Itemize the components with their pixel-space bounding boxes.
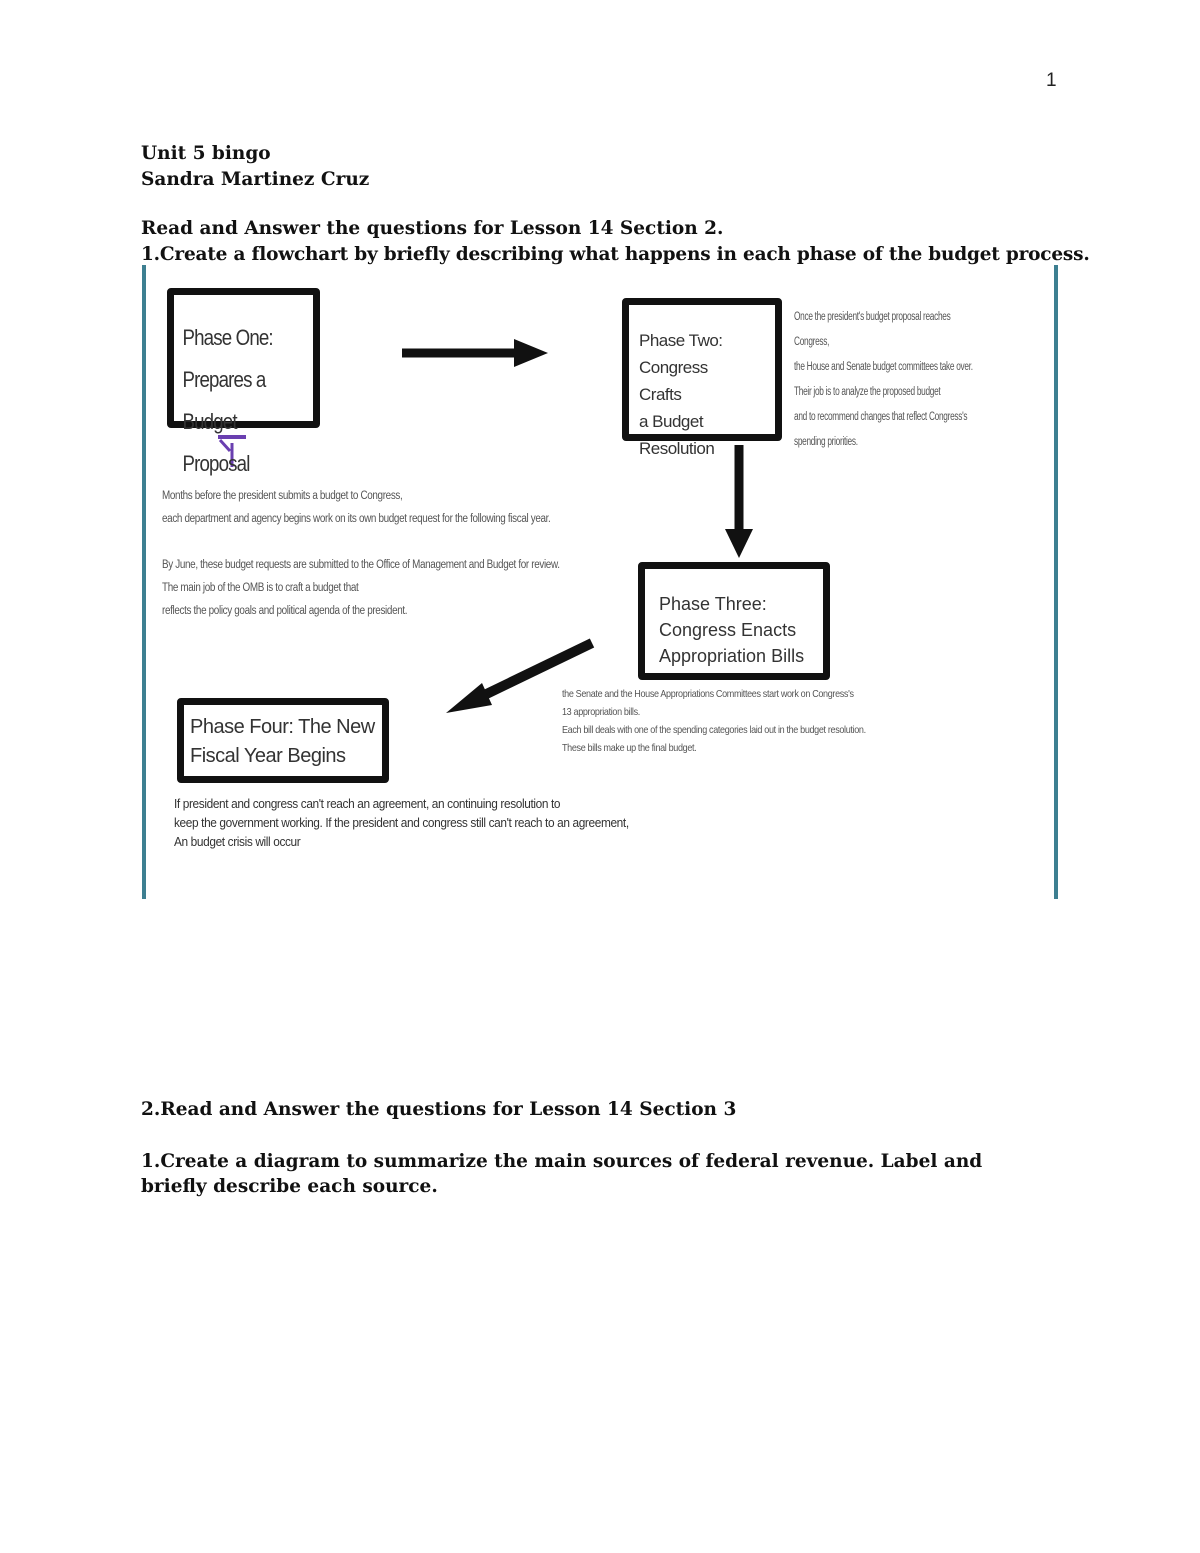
phase-one-note: Months before the president submits a budget to Congress, each department and agency begins work on its own budget request for the following fiscal year. By June, these budget requests are submitted to the Office of Management and Budget for review. The main job of the OMB is to craft a budget that reflects the policy goals and political agenda of the president. [162, 490, 560, 617]
arrow-right [402, 339, 548, 367]
phase-four-note: If president and congress can't reach an agreement, an continuing resolution to keep the government working. If the president and congress still can't reach to an agreement, An budget crisis will occur [174, 797, 629, 849]
section1-heading: Read and Answer the questions for Lesson 14 Section 2. [141, 218, 724, 239]
phase-three-box [638, 562, 830, 680]
phase-two-note: Once the president's budget proposal reaches Congress, the House and Senate budget committees take over. Their job is to analyze the proposed budget and to recommend changes that reflect Congress's spending priorities. [794, 311, 973, 448]
section1-question: 1.Create a flowchart by briefly describing what happens in each phase of the budget process. [141, 244, 1090, 265]
section2-heading: 2.Read and Answer the questions for Lesson 14 Section 3 [141, 1099, 737, 1120]
author-name: Sandra Martinez Cruz [141, 169, 370, 190]
phase-two-box [622, 298, 782, 458]
phase-four-box [177, 698, 389, 783]
document-title: Unit 5 bingo [141, 143, 271, 164]
phase-four-label: Phase Four: The New Fiscal Year Begins [190, 716, 375, 767]
phase-one-label: Phase One: Prepares a Budget Proposal [182, 325, 273, 476]
phase-two-label: Phase Two: Congress Crafts a Budget Resolution [639, 331, 723, 458]
phase-three-label: Phase Three: Congress Enacts Appropriation Bills [659, 594, 805, 666]
page-number: 1 [1046, 70, 1057, 91]
phase-three-note: the Senate and the House Appropriations Committees start work on Congress's 13 appropriation bills. Each bill deals with one of the spending categories laid out in the budget resolution. These bills make up the final budget. [562, 688, 866, 754]
phase-one-box [167, 288, 320, 476]
budget-flowchart [142, 265, 1059, 899]
section2-question: 1.Create a diagram to summarize the main sources of federal revenue. Label and briefly describe each source. [141, 1151, 983, 1197]
